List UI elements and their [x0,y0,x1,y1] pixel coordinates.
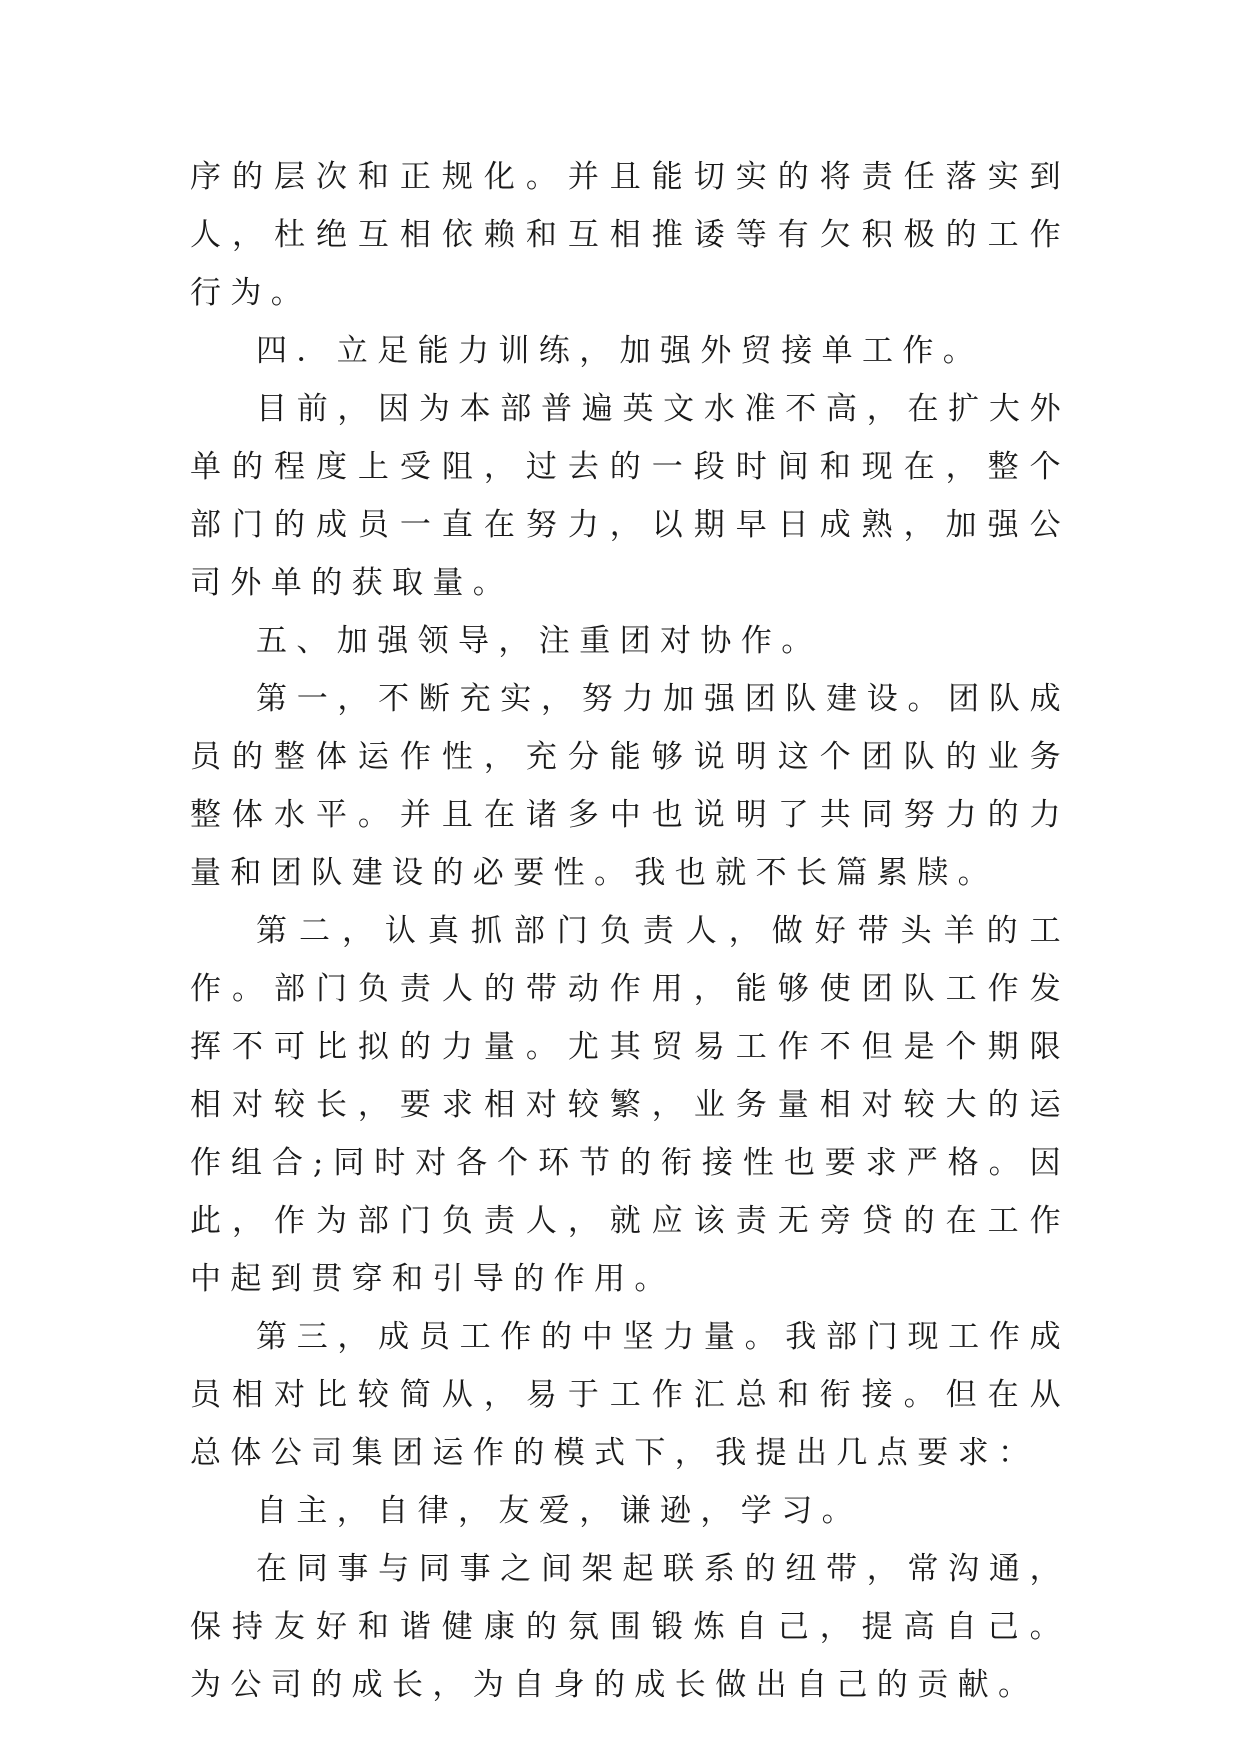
paragraph-closing: 在同事与同事之间架起联系的纽带，常沟通，保持友好和谐健康的氛围锻炼自己，提高自己。为公司的成长，为自身的成长做出自己的贡献。 [190,1551,1070,1703]
paragraph-continuation: 序的层次和正规化。并且能切实的将责任落实到人，杜绝互相依赖和互相推诿等有欠积极的工作行为。 [190,159,1070,311]
paragraph-heading-four: 四．立足能力训练，加强外贸接单工作。 [256,333,984,369]
document-body [190,148,1070,1714]
paragraph-third-members: 第三，成员工作的中坚力量。我部门现工作成员相对比较简从，易于工作汇总和衔接。但在从总体公司集团运作的模式下，我提出几点要求： [190,1319,1070,1471]
paragraph-second-department-head: 第二，认真抓部门负责人，做好带头羊的工作。部门负责人的带动作用，能够使团队工作发挥不可比拟的力量。尤其贸易工作不但是个期限相对较长，要求相对较繁，业务量相对较大的运作组合;同时对各个环节的衔接性也要求严格。因此，作为部门负责人，就应该责无旁贷的在工作中起到贯穿和引导的作用。 [190,913,1070,1297]
paragraph-english-level: 目前，因为本部普遍英文水准不高，在扩大外单的程度上受阻，过去的一段时间和现在，整个部门的成员一直在努力，以期早日成熟，加强公司外单的获取量。 [190,391,1070,601]
paragraph-first-team-building: 第一，不断充实，努力加强团队建设。团队成员的整体运作性，充分能够说明这个团队的业务整体水平。并且在诸多中也说明了共同努力的力量和团队建设的必要性。我也就不长篇累牍。 [190,681,1070,891]
paragraph-heading-five: 五、加强领导，注重团对协作。 [256,623,822,659]
paragraph-requirements-list: 自主，自律，友爱，谦逊，学习。 [256,1493,862,1529]
